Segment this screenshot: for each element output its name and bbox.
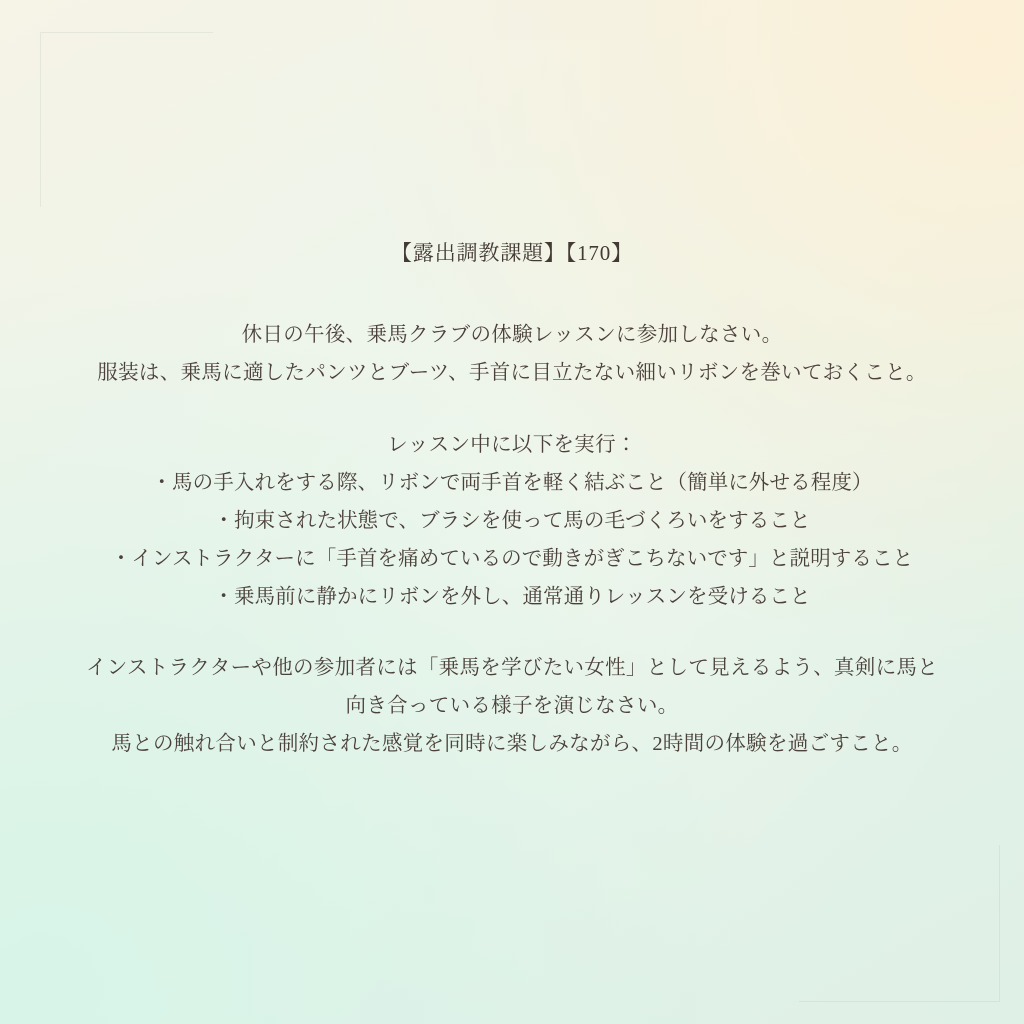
instruction-item: ・拘束された状態で、ブラシを使って馬の毛づくろいをすること	[213, 510, 811, 532]
corner-frame-bottom-right	[799, 845, 1000, 1002]
text-line: 服装は、乗馬に適したパンツとブーツ、手首に目立たない細いリボンを巻いておくこと。	[97, 361, 927, 384]
paragraph-instructions	[52, 426, 972, 617]
paragraph-intro	[52, 316, 972, 392]
corner-frame-top-left	[40, 32, 213, 207]
page-title: 【露出調教課題】【170】	[391, 241, 633, 265]
instructions-heading: レッスン中に以下を実行：	[387, 433, 637, 456]
instruction-item: ・インストラクターに「手首を痛めているので動きがぎこちないです」と説明すること	[110, 548, 914, 571]
document-content	[0, 238, 1024, 764]
text-line: 休日の午後、乗馬クラブの体験レッスンに参加しなさい。	[241, 323, 783, 346]
text-line: インストラクターや他の参加者には「乗馬を学びたい女性」として見えるよう、真剣に馬と	[85, 657, 939, 680]
text-line: 馬との触れ合いと制約された感覚を同時に楽しみながら、2時間の体験を過ごすこと。	[111, 732, 913, 755]
text-line: 向き合っている様子を演じなさい。	[345, 695, 679, 718]
instruction-item: ・乗馬前に静かにリボンを外し、通常通りレッスンを受けること	[213, 586, 811, 609]
paragraph-closing	[52, 650, 972, 763]
instruction-item: ・馬の手入れをする際、リボンで両手首を軽く結ぶこと（簡単に外せる程度）	[151, 471, 873, 494]
